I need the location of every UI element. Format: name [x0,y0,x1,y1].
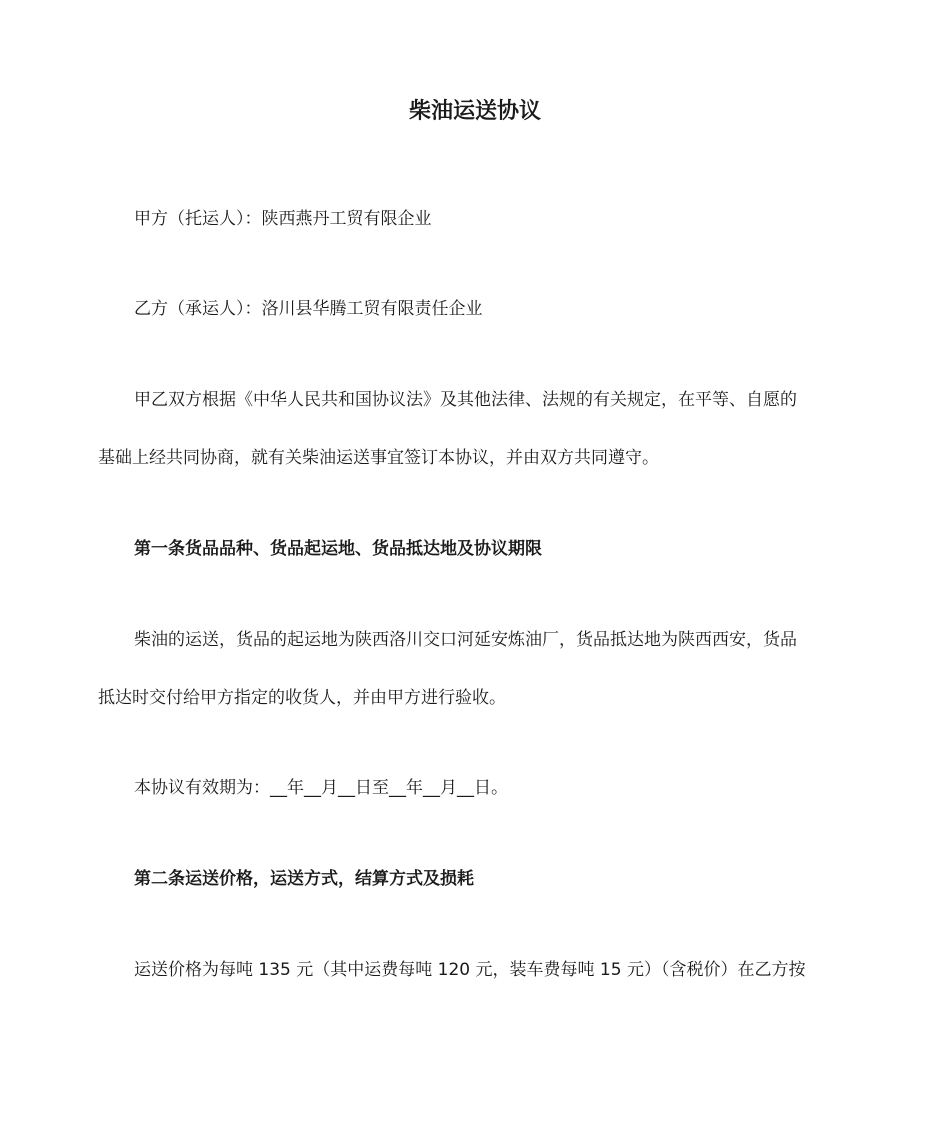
article-2-paragraph-line-1: 运送价格为每吨 135 元（其中运费每吨 120 元，装车费每吨 15 元）（含税价）在乙方按 [134,960,806,980]
article-1-paragraph-line-2: 抵达时交付给甲方指定的收货人，并由甲方进行验收。 [98,688,506,708]
party-b-line: 乙方（承运人）：洛川县华腾工贸有限责任企业 [134,299,483,319]
party-a-line: 甲方（托运人）：陕西燕丹工贸有限企业 [134,209,432,229]
intro-paragraph-line-1: 甲乙双方根据《中华人民共和国协议法》及其他法律、法规的有关规定，在平等、自愿的 [134,390,797,410]
article-1-heading: 第一条货品品种、货品起运地、货品抵达地及协议期限 [134,539,542,559]
agreement-term-line: 本协议有效期为：__年__月__日至__年__月__日。 [134,778,508,798]
article-2-heading: 第二条运送价格，运送方式，结算方式及损耗 [134,869,474,889]
document-title: 柴油运送协议 [408,99,541,124]
article-1-paragraph-line-1: 柴油的运送，货品的起运地为陕西洛川交口河延安炼油厂，货品抵达地为陕西西安，货品 [134,630,797,650]
intro-paragraph-line-2: 基础上经共同协商，就有关柴油运送事宜签订本协议，并由双方共同遵守。 [98,448,659,468]
